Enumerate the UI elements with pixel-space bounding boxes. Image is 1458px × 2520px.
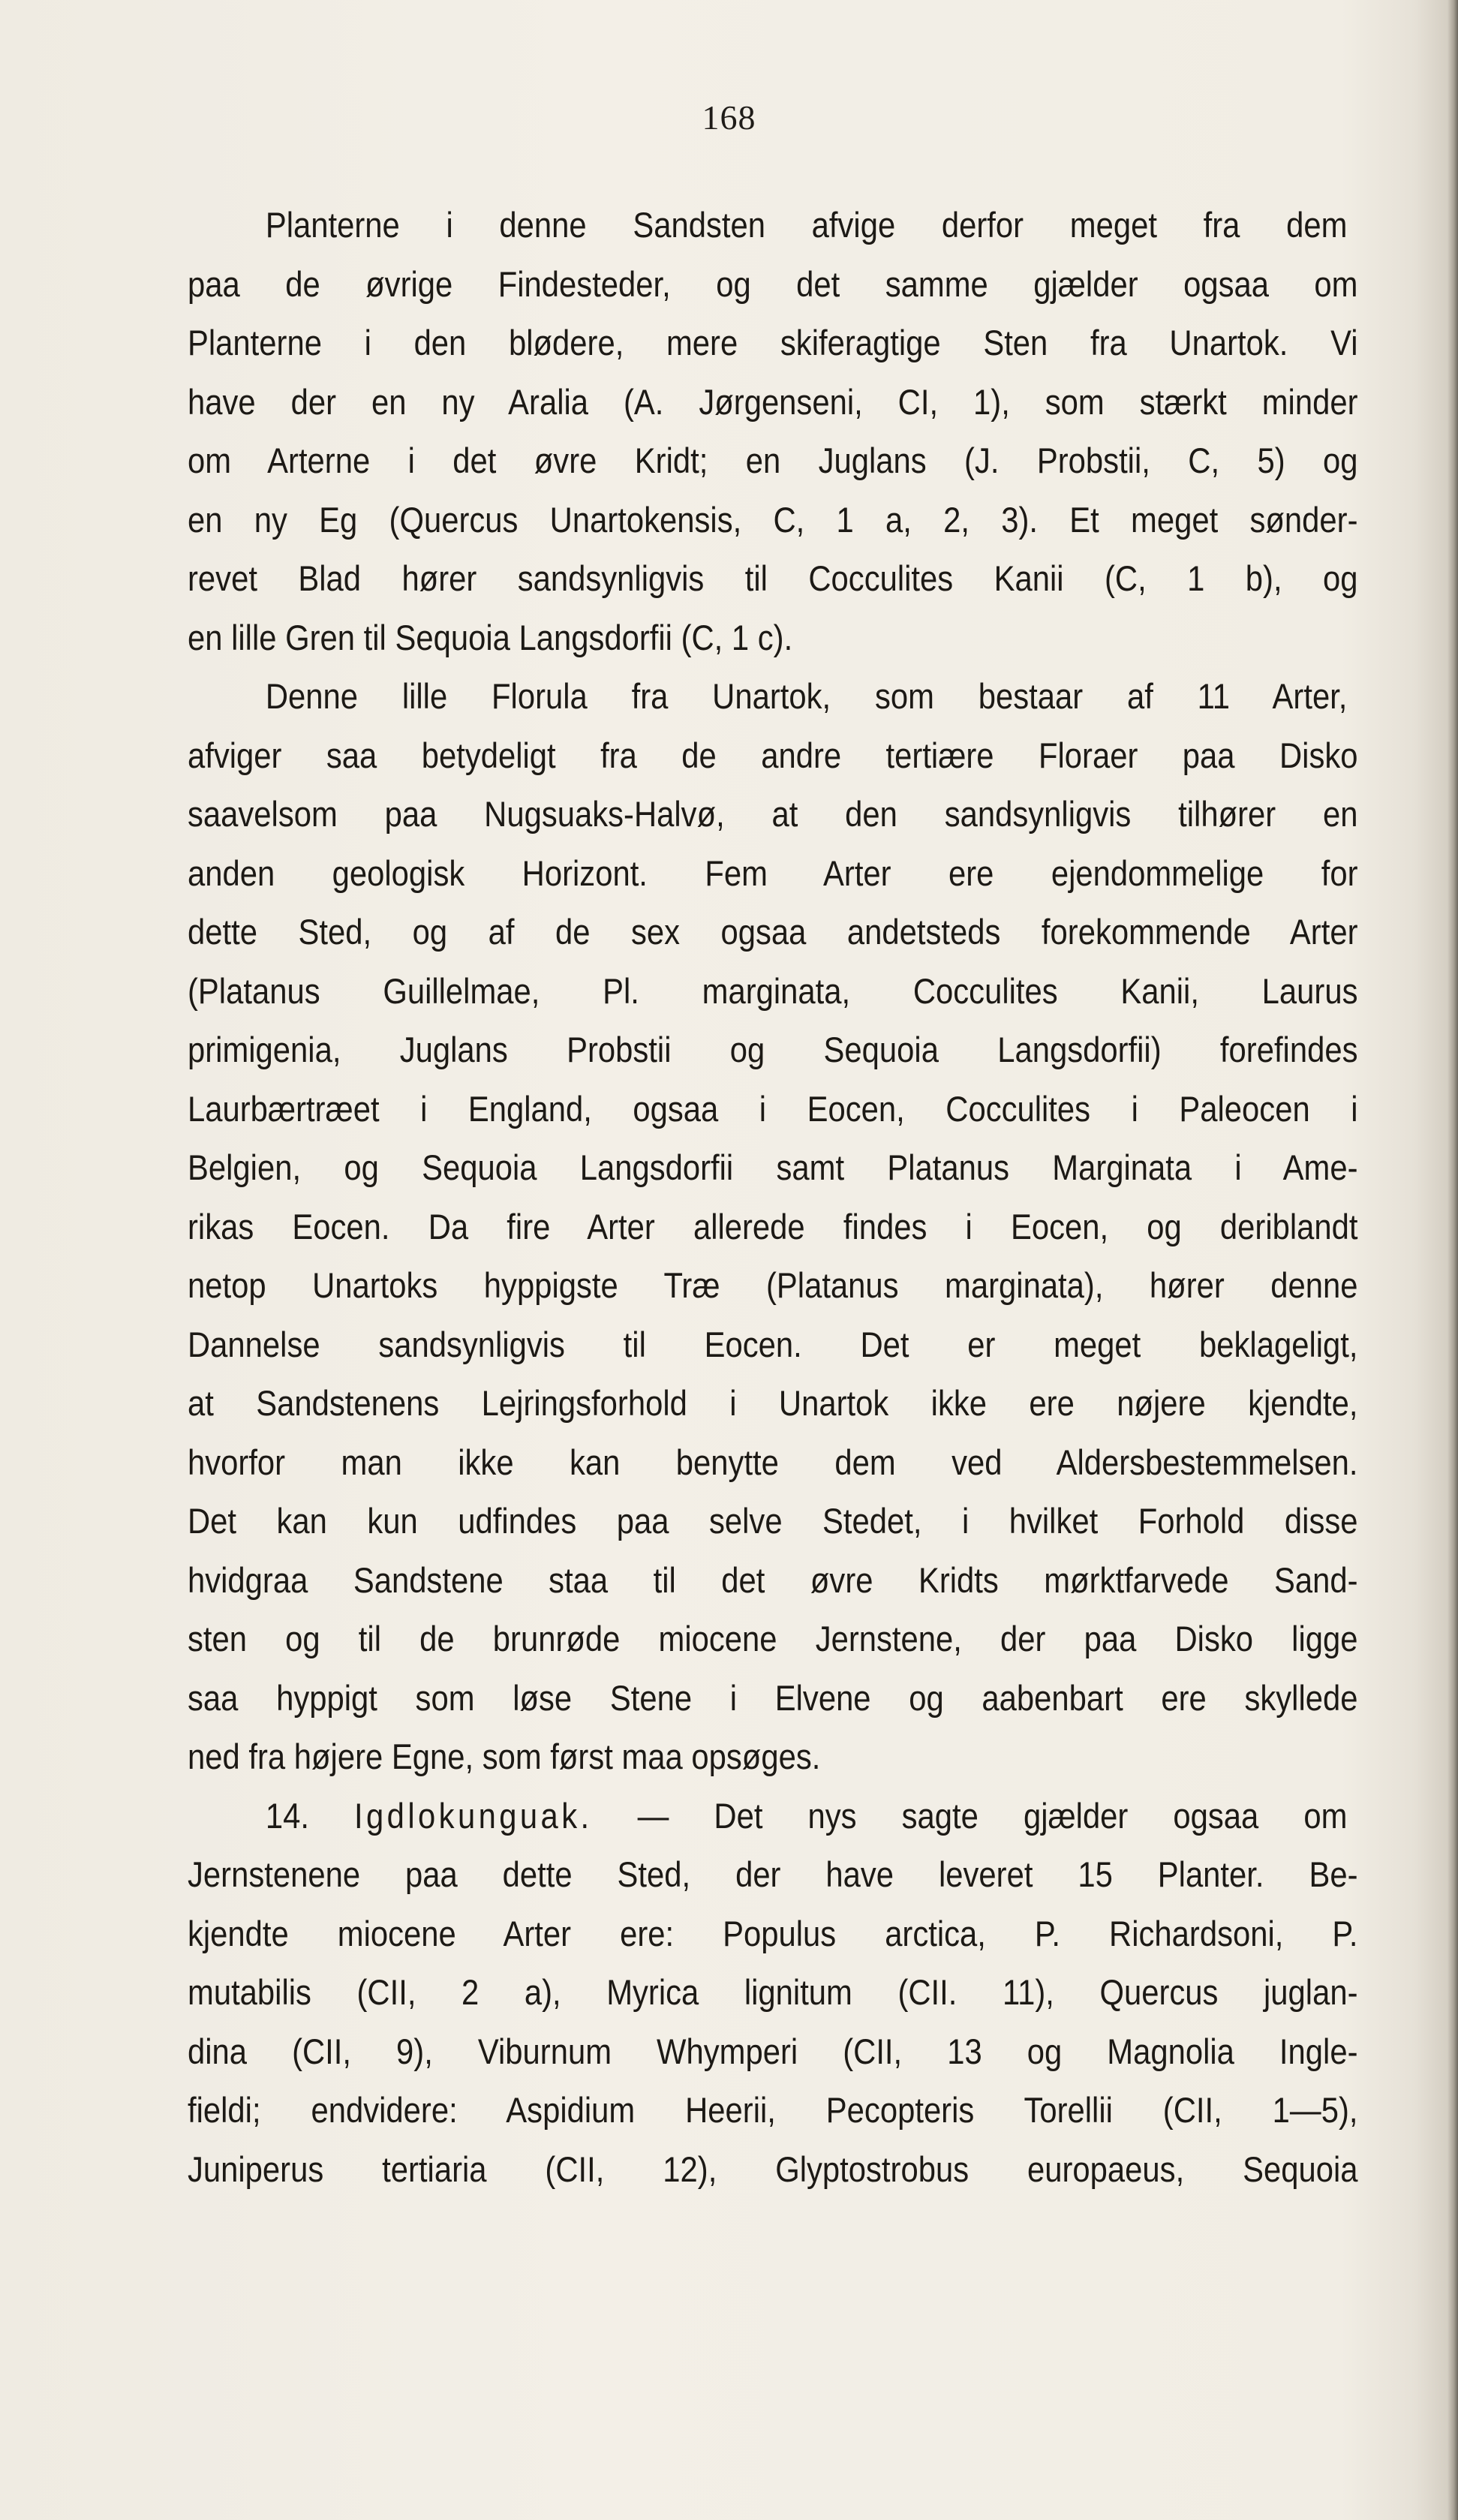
text-line: netop Unartoks hyppigste Træ (Platanus marginata), hører denne <box>188 1266 1358 1306</box>
text-line: Juniperus tertiaria (CII, 12), Glyptostrobus europaeus, Sequoia <box>188 2149 1358 2190</box>
text-line: Denne lille Florula fra Unartok, som bestaar af 11 Arter, <box>265 677 1348 717</box>
text-line: sten og til de brunrøde miocene Jernstene, der paa Disko ligge <box>188 1619 1358 1659</box>
text-line: fieldi; endvidere: Aspidium Heerii, Pecopteris Torellii (CII, 1—5), <box>188 2091 1358 2131</box>
text-line: saavelsom paa Nugsuaks-Halvø, at den sandsynligvis tilhører en <box>188 795 1358 834</box>
text-line: afviger saa betydeligt fra de andre tertiære Floraer paa Disko <box>188 735 1358 776</box>
text-line: mutabilis (CII, 2 a), Myrica lignitum (CII. 11), Quercus juglan- <box>188 1973 1358 2013</box>
section-number: 14. <box>265 1796 309 1836</box>
text-line: dette Sted, og af de sex ogsaa andetsteds forekommende Arter <box>188 913 1358 952</box>
page-edge-shadow <box>1447 0 1458 2520</box>
text-line: dina (CII, 9), Viburnum Whymperi (CII, 13 og Magnolia Ingle- <box>188 2031 1358 2072</box>
text-line: — Det nys sagte gjælder ogsaa om <box>637 1796 1348 1836</box>
text-line: Planterne i denne Sandsten afvige derfor meget fra dem <box>265 206 1348 245</box>
text-line: en ny Eg (Quercus Unartokensis, C, 1 a, 2, 3). Et meget sønder- <box>188 500 1358 540</box>
text-line: saa hyppigt som løse Stene i Elvene og aabenbart ere skyllede <box>188 1678 1358 1719</box>
text-line: om Arterne i det øvre Kridt; en Juglans (J. Probstii, C, 5) og <box>188 441 1358 481</box>
text-line: Det kan kun udfindes paa selve Stedet, i hvilket Forhold disse <box>188 1502 1358 1541</box>
text-line: hvidgraa Sandstene staa til det øvre Kridts mørktfarvede Sand- <box>188 1560 1358 1601</box>
text-line: revet Blad hører sandsynligvis til Cocculites Kanii (C, 1 b), og <box>188 559 1358 599</box>
page-number: 168 <box>702 98 756 137</box>
text-line: ned fra højere Egne, som først maa opsøges. <box>188 1737 821 1777</box>
text-line: rikas Eocen. Da fire Arter allerede findes i Eocen, og deriblandt <box>188 1207 1358 1247</box>
text-line: hvorfor man ikke kan benytte dem ved Aldersbestemmelsen. <box>188 1442 1358 1483</box>
text-line: en lille Gren til Sequoia Langsdorfii (C, 1 c). <box>188 618 793 658</box>
text-line: paa de øvrige Findesteder, og det samme gjælder ogsaa om <box>188 264 1358 305</box>
body-text <box>188 197 1358 2200</box>
text-line: primigenia, Juglans Probstii og Sequoia Langsdorfii) forefindes <box>188 1030 1358 1070</box>
section-place-name: Igdlokunguak. <box>354 1796 593 1836</box>
text-line: anden geologisk Horizont. Fem Arter ere ejendommelige for <box>188 853 1358 894</box>
section-heading-line <box>188 1788 1347 1847</box>
text-line: at Sandstenens Lejringsforhold i Unartok ikke ere nøjere kjendte, <box>188 1384 1358 1424</box>
text-line: Jernstenene paa dette Sted, der have leveret 15 Planter. Be- <box>188 1855 1358 1895</box>
text-line: Laurbærtræet i England, ogsaa i Eocen, Cocculites i Paleocen i <box>188 1089 1358 1129</box>
text-line: Dannelse sandsynligvis til Eocen. Det er meget beklageligt, <box>188 1325 1358 1365</box>
text-line: Belgien, og Sequoia Langsdorfii samt Platanus Marginata i Ame- <box>188 1148 1358 1188</box>
text-line: have der en ny Aralia (A. Jørgenseni, CI, 1), som stærkt minder <box>188 382 1358 423</box>
text-line: kjendte miocene Arter ere: Populus arctica, P. Richardsoni, P. <box>188 1914 1358 1954</box>
text-line: (Platanus Guillelmae, Pl. marginata, Cocculites Kanii, Laurus <box>188 971 1358 1012</box>
text-line: Planterne i den blødere, mere skiferagtige Sten fra Unartok. Vi <box>188 323 1358 363</box>
